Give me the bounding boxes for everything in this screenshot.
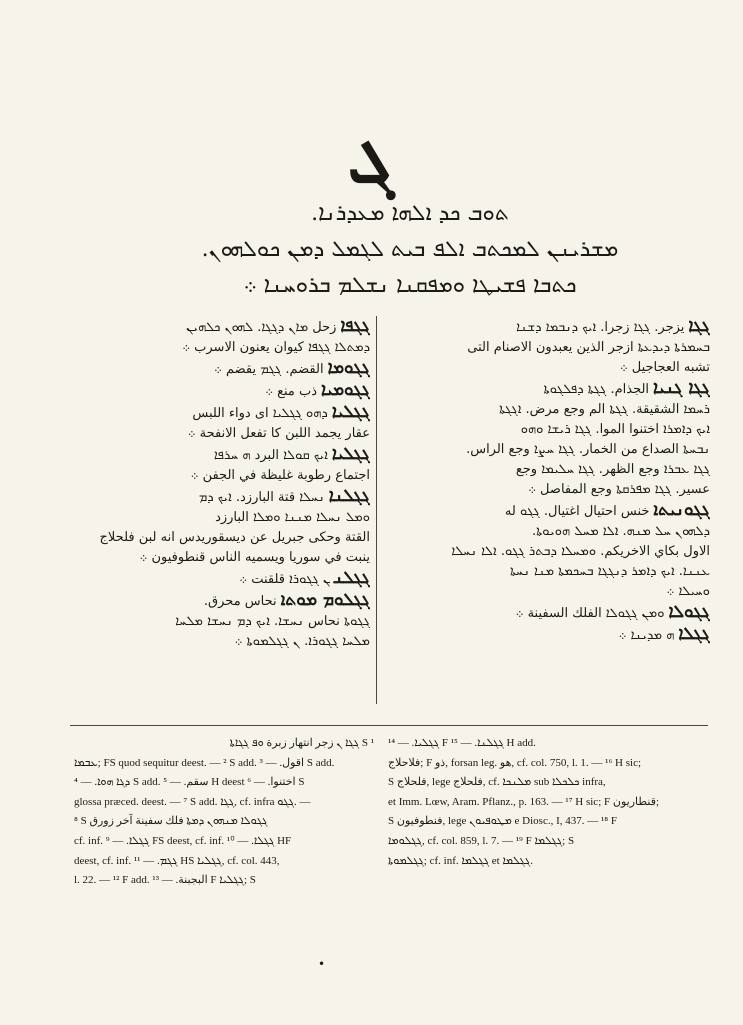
entry-text: الجذام. ܓܓܬܐ ܕܦܠܓܘܬܐ (543, 382, 650, 397)
footnote-line: deest, cf. inf. ܓܓܡ. — ¹¹ HS ܓܓܠܝܐ, cf. col. 443, (74, 854, 280, 867)
entry-text: ܘܡܢ ܓܓܘܠܐ الفلك السفينة ܀ (515, 606, 665, 621)
entry-lemma: ܓܓܘܡܐ (327, 358, 370, 378)
entry-lemma: ܓܓܘܠܐ (668, 602, 710, 622)
dictionary-entry (384, 562, 710, 582)
entry-text: ܢ ܓܓܘܪܐ قلقنت ܀ (239, 572, 330, 587)
footnote-rule (70, 725, 708, 726)
footnote-line: ܓܓܠܘܡܐ, cf. col. 859, l. 7. — ¹⁹ F ܓܓܠܡܐ; S (388, 834, 575, 847)
dictionary-entry (70, 568, 370, 590)
entry-lemma: ܓܓܘܢܝܬܐ (653, 500, 710, 520)
footnote-line: فلاحلاج; F ذو, forsan leg. هو, cf. col. 750, l. 1. — ¹⁶ H sic; (388, 756, 642, 769)
dictionary-entry (384, 542, 710, 562)
headline-1: ܬܘܒ ܟܕ ܐܠܗܐ ܡܥܕܪܢܐ. (311, 201, 509, 226)
right-column (384, 316, 710, 646)
footnote-line: cf. inf. ܓܓܠܐ. — ⁹ FS deest, cf. inf. ܓܓܠܐ. — ¹⁰ HF (74, 834, 292, 847)
dictionary-entry (70, 316, 370, 338)
entry-text: ينبت في سوريا ويسميه الناس قنطوفيون ܀ (139, 550, 370, 565)
dictionary-entry (384, 582, 710, 602)
entry-lemma: ܓܓܠܢܐ (328, 486, 370, 506)
dictionary-entry (70, 548, 370, 568)
column-divider (376, 316, 377, 704)
entry-text: تشبه العجاجيل ܀ (619, 360, 710, 375)
dictionary-entry (70, 590, 370, 612)
footnote-line: ¹ S ܓܓܐ ܢ زجر انتهار زبرة ܘܦ ܓܓܐܬܐ (229, 737, 374, 749)
dictionary-entry (70, 528, 370, 548)
footnote-line: glossa præced. deest. — ⁷ S add. ܓܓܐ, cf. infra ܓܓܘ. — (74, 795, 311, 808)
dictionary-entry (70, 444, 370, 466)
headline-2: ܡܫܪܝܢܢ ܠܡܟܬܒ ܐܠܦ ܒܝܬ ܠܓܡܠ ܕܡܢ ܟܘܠܗܘܢ. (201, 237, 619, 262)
entry-text: عقار يجمد اللبن كا تفعل الانفحة ܀ (187, 426, 370, 441)
dictionary-entry (70, 466, 370, 486)
entry-text: زحل ܡܐܢ ܕܓܓܐ. ܠܗܘܢ ܟܠܗܝܢ (186, 320, 337, 335)
entry-text: ܥܢܢܐ. ܐܝܟ ܕܐܡܪ ܕܢܓܓܐ ܒܚܟܡܬܐ ܡܢܐ ܢܚܬܐ (509, 564, 710, 579)
entry-text: ذب منع ܀ (265, 384, 318, 399)
dictionary-entry (384, 480, 710, 500)
entry-lemma: ܓܓܠܘܡ ܡܘܬܐ (280, 590, 370, 610)
entry-text: ܒܚܡܪܬܐ ܕܝܕܥܬܐ ازجر الذين يعبدون الاصنام التى (467, 340, 710, 355)
left-column (70, 316, 370, 652)
entry-text: ܕܗܘ ܓܓܠܝܐ اى دواء اللبس (192, 406, 328, 421)
dictionary-entry (70, 402, 370, 424)
dictionary-entry (384, 460, 710, 480)
entry-text: ܪܚܡܐ الشقيقة. ܓܓܬܐ الم وجع مرض. ܐܓܓܬܐ (499, 402, 710, 417)
entry-text: ܡܠܚܐ ܓܓܘܪܐ. ܢ ܓܓܠܡܘܬܐ ܀ (234, 634, 370, 649)
dictionary-entry (384, 378, 710, 400)
footnote-line: et Imm. Lœw, Aram. Pflanz., p. 163. — ¹⁷ H sic; F قنطاريون; (388, 795, 660, 808)
entry-lemma: ܓܓܘܡܝܐ (321, 380, 370, 400)
section-letter: ܓ (347, 114, 396, 200)
dictionary-entry (70, 338, 370, 358)
footnote-line: l. 22. — ¹² F add. البجبنة. — ¹³ F ܓܓܠܝܐ; S (74, 874, 256, 887)
footnotes-left (74, 734, 374, 891)
entry-lemma: ܓܓܦܐ (340, 316, 370, 336)
dictionary-entry (384, 420, 710, 440)
entry-text: ܐܝܟ ܩܘܠܐ البرد ܗ ܚܪܦܐ (213, 448, 328, 463)
entry-text: ܕܡܬܠܐ ܓܓܦܐ كيوان يعنون الاسرب ܀ (182, 340, 370, 355)
entry-lemma: ܓܓܠܢ (333, 568, 370, 588)
dictionary-entry (384, 316, 710, 338)
entry-text: ܓܓܘܬܐ نحاس ܢܚܫܐ. ܐܝܟ ܕܡ ܢܚܫܐ ܡܠܚܐ (175, 614, 370, 629)
entry-text: ܢܚܠܐ قتة البارزد. ܐܝܟ ܕܡ (198, 490, 325, 505)
dictionary-entry (70, 632, 370, 652)
dictionary-entry (384, 522, 710, 542)
footnotes-right (388, 734, 710, 871)
footnote-line: S فلحلاج, lege فلحلاج, cf. ܡܠܢܟܐ sub ܟܠܟܠܐ infra, (388, 776, 606, 789)
entry-text: ܕܠܗܘܢ ܚܠ ܡܢܗ. ܐܠܐ ܡܚܠ ܗܘܝܘܬܐ. (531, 524, 710, 539)
entry-text: ܘܡܠ ܢܚܠܐ ܡܢܢܐ ܘܡܠܐ البارزد (215, 510, 370, 525)
entry-text: نحاس محرق. (203, 594, 277, 609)
entry-lemma: ܓܓܠܐ (678, 624, 710, 644)
headline-3: ܟܬܒܐ ܦܫܝܛܐ ܘܡܦܩܢܐ ܢܫܠܡ ܒܪܘܚܢܐ ܀ (243, 273, 577, 298)
dictionary-entry (384, 602, 710, 624)
dictionary-entry (384, 400, 710, 420)
dictionary-entry (384, 440, 710, 460)
dictionary-entry (384, 358, 710, 378)
entry-text: يزجر. ܓܓܐ زجرا. ܐܝܟ ܕܢܒܡܐ ܕܫܢܐ (516, 320, 685, 335)
entry-text: ܓܓܐ ܥܒܪܐ وجع الظهر. ܓܓܐ ܚܠܝܡܐ وجع (515, 462, 710, 477)
dictionary-entry (70, 486, 370, 508)
entry-text: ܐܝܟ ܕܐܡܪܐ اختنوا الموا. ܓܓܐ ܪܝܫܐ ܘܗܘ (520, 422, 710, 437)
footnote-line: ܓܓܠܡܘܬܐ; cf. inf. ܓܓܠܡܐ et ܓܓܠܡܐ. (388, 854, 533, 867)
footnote-line: ܓܓܠܝܐ. — ¹⁴ F ܓܓܠܢܐ. — ¹⁵ H add. (388, 737, 536, 749)
entry-text: اجتماع رطوبة غليظة في الجفن ܀ (190, 468, 370, 483)
dictionary-entry (70, 380, 370, 402)
title-block (150, 196, 670, 304)
footnote-line: ⁸ S ܓܓܘܠܐ ܡܢܗܘܢ ܕܡܬܐ فلك سفينة آخر زورق (74, 815, 268, 828)
entry-lemma: ܓܓܐ ܓܢܝܐ (653, 378, 710, 398)
entry-text: القتة وحكى جبريل عن ديسقوريدس انه لبن فلحلاج (99, 530, 370, 545)
footnote-line: ܕܓܐ ܗܘܐ. — ⁴ S add. سقم. — ⁵ H deest اختنوا. — ⁶ S (74, 776, 305, 789)
dictionary-entry (384, 500, 710, 522)
entry-text: القضم. ܓܓܡ يقضم ܀ (214, 362, 324, 377)
entry-lemma: ܓܓܐ (688, 316, 710, 336)
entry-lemma: ܓܓܠܝܐ (331, 444, 370, 464)
entry-text: ܗ ܡܕܝܢܐ ܀ (618, 628, 675, 643)
dictionary-entry (384, 338, 710, 358)
dictionary-entry (70, 358, 370, 380)
entry-text: عسير. ܓܓܐ ܡܦܪܩܬܐ وجع المفاصل ܀ (528, 482, 710, 497)
page-dot: • (318, 957, 326, 971)
dictionary-entry (70, 424, 370, 444)
entry-text: ܢܒܚܬܐ الصداع من الخمار. ܓܓܐ ܚܨܐ وجع الراس. (466, 442, 710, 457)
footnote-line: ܥܒܡܐ; FS quod sequitur deest. — ² S add. اقول. — ³ S add. (74, 756, 335, 769)
entry-text: خنس احتيال اغتيال. ܓܓܘ له (504, 504, 650, 519)
entry-text: الاول بكاي الاخريكم. ܘܡܚܠܐ ܕܒܬܪ ܓܓܘ. ܐܠܐ ܢܚܠܐ (451, 544, 710, 559)
footnote-line: S فنطوفيون, lege ܡܛܘܦܝܘܢ e Diosc., I, 437. — ¹⁸ F (388, 815, 618, 828)
dictionary-entry (70, 508, 370, 528)
dictionary-entry (384, 624, 710, 646)
entry-text: ܘܚܝܠܐ ܀ (666, 584, 710, 599)
entry-lemma: ܓܓܠܝܐ (331, 402, 370, 422)
dictionary-entry (70, 612, 370, 632)
